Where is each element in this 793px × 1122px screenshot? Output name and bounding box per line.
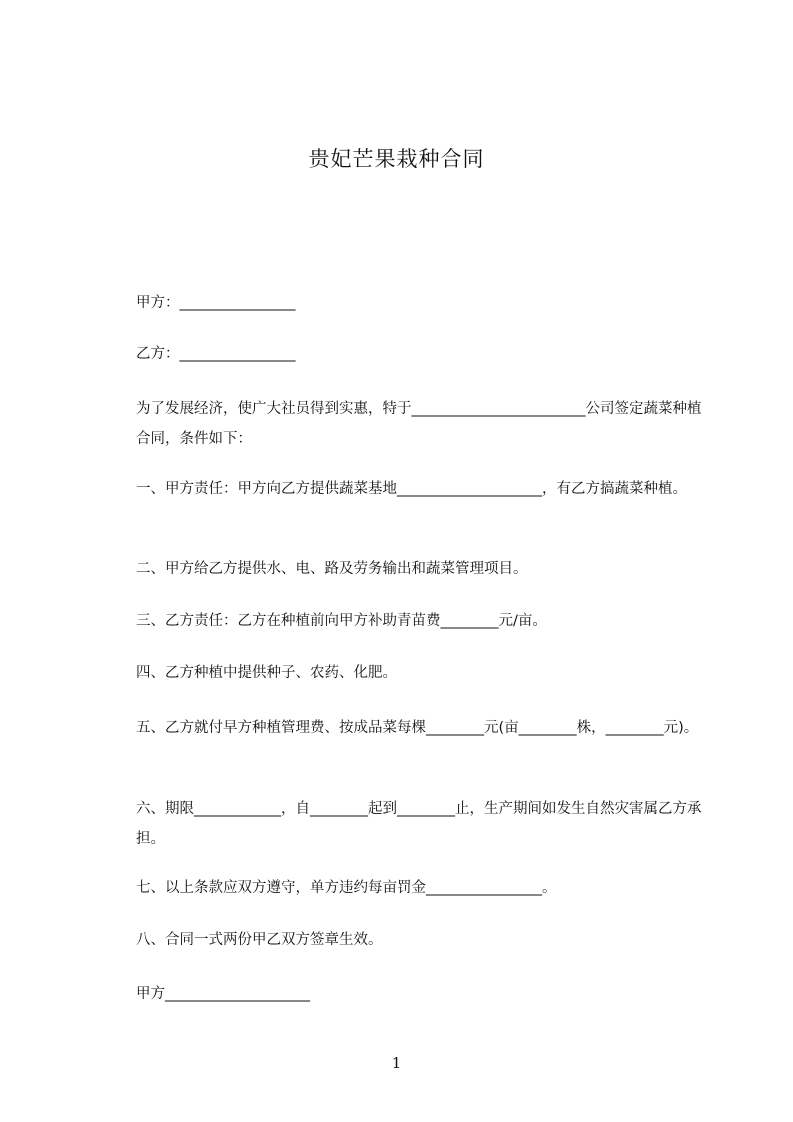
document-title: 贵妃芒果栽种合同 bbox=[308, 147, 485, 171]
clause-1-paragraph bbox=[104, 474, 704, 504]
clause-5-text: 五、乙方就付早方种植管理费、按成品菜每棵________元(亩________株，________元)。 bbox=[136, 720, 699, 736]
intro-paragraph bbox=[104, 394, 704, 454]
party-b-line: 乙方：________________ bbox=[136, 346, 296, 362]
clause-1-text: 一、甲方责任：甲方向乙方提供蔬菜基地____________________，有乙方搞蔬菜种植。 bbox=[136, 481, 687, 497]
clause-3-line: 三、乙方责任：乙方在种植前向甲方补助青苗费________元/亩。 bbox=[136, 613, 547, 629]
clause-2-line: 二、甲方给乙方提供水、电、路及劳务输出和蔬菜管理项目。 bbox=[136, 561, 528, 577]
signature-party-a-line: 甲方____________________ bbox=[136, 986, 310, 1002]
intro-text: 为了发展经济，使广大社员得到实惠，特于________________________公司签定蔬菜种植合同，条件如下： bbox=[136, 401, 702, 447]
clause-8-line: 八、合同一式两份甲乙双方签章生效。 bbox=[136, 932, 383, 948]
clause-6-paragraph bbox=[104, 794, 704, 854]
clause-6-text: 六、期限____________，自________起到________止，生产期间如发生自然灾害属乙方承担。 bbox=[136, 801, 702, 847]
party-a-line: 甲方：________________ bbox=[136, 295, 296, 311]
clause-4-line: 四、乙方种植中提供种子、农药、化肥。 bbox=[136, 665, 397, 681]
clause-5-paragraph bbox=[104, 713, 704, 743]
page-number: 1 bbox=[391, 1054, 402, 1072]
clause-7-line: 七、以上条款应双方遵守，单方违约每亩罚金________________。 bbox=[136, 880, 557, 896]
